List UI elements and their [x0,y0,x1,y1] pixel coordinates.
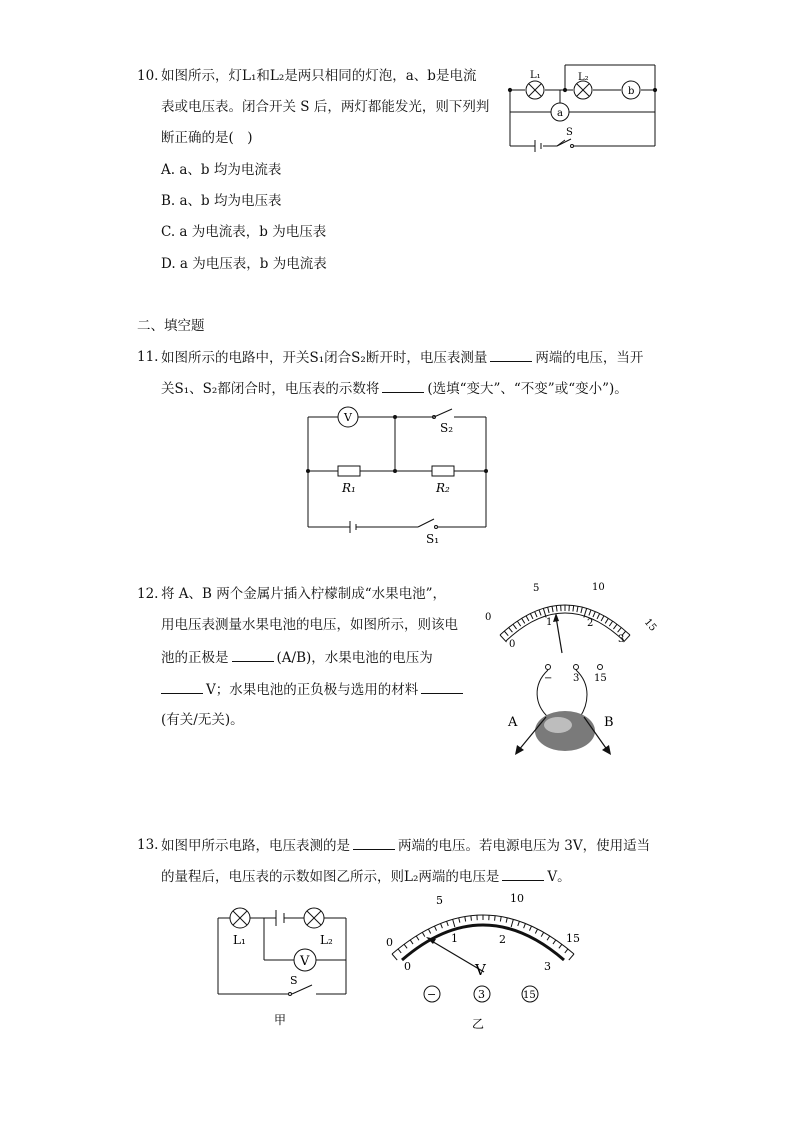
dial-tick [552,606,553,612]
dial-tick [573,606,574,612]
tick-label-top: 10 [592,582,605,593]
terminal-neg: − [427,988,437,1001]
dial-tick [447,921,449,926]
dial-tick [517,621,520,626]
dial-tick [613,624,617,629]
dial-tick [597,614,600,619]
dial-tick [535,929,537,933]
question-number: 12. [137,586,159,602]
dial-tick [453,919,455,927]
question-text: 将 A、B 两个金属片插入柠檬制成“水果电池”， [161,586,447,602]
tick-label-bottom: 0 [404,960,411,973]
tick-label-top: 15 [566,932,580,945]
text-segment: 关S₁、S₂都闭合时，电压表的示数将 [161,381,380,397]
figure-caption: 乙 [472,1017,485,1031]
dial-tick [471,916,472,921]
question-number: 10. [137,68,159,84]
dial-tick [530,614,533,619]
q11-circuit-diagram [300,405,495,545]
label-b: B [604,715,614,730]
dial-tick [513,624,517,629]
terminal-neg: − [544,673,553,684]
text-segment: 如图所示的电路中，开关S₁闭合S₂断开时，电压表测量 [161,350,488,366]
label-s2: S₂ [440,421,454,435]
answer-blank[interactable] [382,378,424,393]
text-segment: V。 [547,869,571,885]
question-text: 用电压表测量水果电池的电压，如图所示，则该电 [161,617,458,633]
switch-label: S [566,127,573,138]
tick-label-top: 5 [533,583,540,594]
label-s1: S₁ [426,532,440,545]
text-segment: (A/B)，水果电池的电压为 [276,650,433,666]
dial-tick [522,618,525,623]
dial-tick [441,923,443,928]
option-a[interactable]: A. a、b 均为电流表 [161,162,282,178]
label-l2: L₂ [578,72,589,83]
question-text [161,679,466,700]
question-text [161,378,628,399]
label-l1: L₁ [233,933,246,947]
option-d[interactable]: D. a 为电压表，b 为电流表 [161,256,327,272]
dial-tick [618,628,622,633]
tick-label-top: 0 [485,612,492,623]
text-segment: 两端的电压。若电源电压为 3V，使用适当 [398,838,651,854]
text-segment: (选填“变大”、“不变”或“变小”)。 [427,381,628,397]
dial-tick [434,926,436,931]
question-text [161,866,571,887]
dial-tick [559,944,562,948]
answer-blank[interactable] [421,679,463,694]
terminal-3: 3 [478,988,485,1001]
figure-caption: 甲 [274,1013,287,1027]
dial-tick [404,944,407,948]
label-r2: R₂ [436,481,450,495]
option-b[interactable]: B. a、b 均为电压表 [161,193,282,209]
terminal-3: 3 [573,673,580,684]
question-text [161,347,643,368]
question-text [161,647,433,668]
answer-blank[interactable] [502,866,544,881]
dial-tick [524,923,526,928]
answer-blank[interactable] [232,647,274,662]
dial-tick [601,616,604,621]
text-segment: 的量程后，电压表的示数如图乙所示，则L₂两端的电压是 [161,869,500,885]
dial-tick [422,932,424,936]
dial-tick [459,918,460,923]
option-c[interactable]: C. a 为电流表，b 为电压表 [161,224,327,240]
answer-blank[interactable] [161,679,203,694]
question-number: 13. [137,837,159,853]
dial-tick [556,606,557,612]
label-r1: R₁ [342,481,356,495]
dial-tick [605,618,608,623]
terminal-15: 15 [594,673,607,684]
tick-label-top: 5 [436,894,443,907]
dial-tick [529,926,531,931]
tick-label-top: 0 [386,936,393,949]
dial-tick [416,936,419,940]
dial-tick [495,916,496,921]
label-a: A [508,715,518,730]
dial-tick [509,628,513,633]
q13-circuit-jia [208,898,358,1033]
dial-tick [569,954,574,960]
tick-label-bottom: 1 [451,932,458,945]
dial-tick [541,932,543,936]
dial-tick [500,635,507,642]
dial-tick [609,621,612,626]
dial-tick [623,635,630,642]
question-text: 断正确的是( ) [161,130,253,146]
dial-tick [565,949,568,953]
text-segment: 如图甲所示电路，电压表测的是 [161,838,350,854]
meter-b-label: b [628,86,635,97]
dial-tick [518,921,520,926]
dial-tick [511,919,513,927]
dial-tick [526,616,529,621]
tick-label-bottom: 3 [618,634,625,645]
dial-tick [553,940,556,944]
voltmeter-symbol: V [475,961,486,979]
q13-voltmeter-yi [378,888,588,1033]
text-segment: 池的正极是 [161,650,229,666]
dial-tick [398,949,401,953]
tick-label-bottom: 3 [544,960,551,973]
dial-tick [392,954,397,960]
voltmeter-label: V [300,954,310,969]
dial-tick [539,610,541,616]
dial-tick [506,918,507,923]
label-l1: L₁ [530,70,541,81]
answer-blank[interactable] [490,347,532,362]
q12-voltmeter-lemon-figure [480,575,670,765]
tick-label-bottom: 0 [509,639,516,650]
tick-label-bottom: 1 [546,617,553,628]
label-l2: L₂ [320,933,333,947]
voltmeter-label: V [344,411,352,424]
text-segment: V；水果电池的正负极与选用的材料 [206,682,419,698]
tick-label-bottom: 2 [499,933,506,946]
dial-tick [547,936,550,940]
question-text: (有关/无关)。 [161,712,244,728]
dial-tick [428,929,430,933]
question-text: 表或电压表。闭合开关 S 后，两灯都能发光，则下列判 [161,99,490,115]
meter-a-label: a [557,108,563,119]
terminal-15: 15 [523,990,536,1001]
tick-label-top: 10 [510,892,524,905]
question-number: 11. [137,349,159,365]
dial-tick [500,917,501,922]
dial-tick [410,940,413,944]
dial-tick [593,612,595,618]
switch-label: S [290,974,298,987]
question-text: 如图所示，灯L₁和L₂是两只相同的灯泡，a、b是电流 [161,68,477,84]
dial-tick [504,631,508,636]
section-title: 二、填空题 [137,318,205,334]
tick-label-top: 15 [641,616,659,634]
dial-tick [577,606,578,612]
q10-circuit-diagram [505,60,665,155]
tick-label-bottom: 2 [587,618,594,629]
dial-tick [589,610,591,616]
dial-tick [548,607,549,613]
dial-tick [465,917,466,922]
dial-tick [535,612,537,618]
text-segment: 两端的电压，当开 [535,350,644,366]
dial-tick [581,607,582,613]
question-text [161,835,650,856]
answer-blank[interactable] [353,835,395,850]
